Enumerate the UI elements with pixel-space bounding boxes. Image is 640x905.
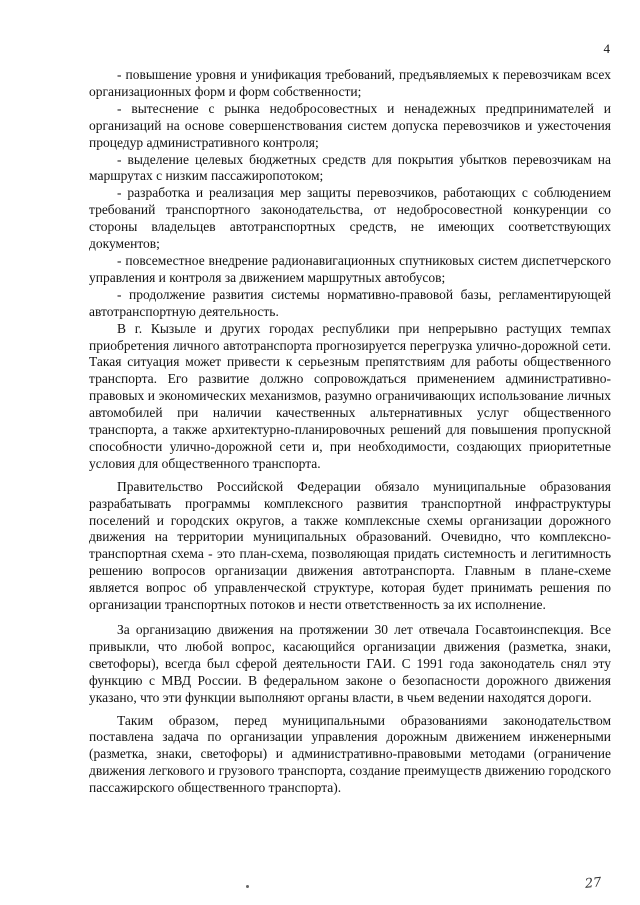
list-item: - продолжение развития системы нормативно-правовой базы, регламентирующей автотранспортную деятельность. [89, 286, 611, 319]
list-item: - вытеснение с рынка недобросовестных и ненадежных предпринимателей и организаций на основе совершенствования систем допуска перевозчиков и ужесточения процедур административного контроля; [89, 100, 611, 150]
handwritten-page-mark: 27 [584, 875, 603, 892]
page-number: 4 [603, 41, 610, 56]
body-paragraph: В г. Кызыле и других городах республики при непрерывно растущих темпах приобретения личного автотранспорта прогнозируется перегрузка улично-дорожной сети. Такая ситуация может привести к серьезным препятствиям для работы общественного транспорта. Его развитие должно сопровождаться применением административно-правовых и экономических механизмов, разумно ограничивающих использование личных автомобилей при наличии качественных альтернативных услуг общественного транспорта, а также архитектурно-планировочных решений для повышения пропускной способности улично-дорожной сети и, при необходимости, создающих приоритетные условия для общественного транспорта. [89, 320, 611, 471]
body-paragraph: За организацию движения на протяжении 30 лет отвечала Госавтоинспекция. Все привыкли, что любой вопрос, касающийся организации движения (разметка, знаки, светофоры), всегда был сферой деятельности ГАИ. С 1991 года законодатель снял эту функцию с МВД России. В федеральном законе о безопасности дорожного движения указано, что эти функции выполняют органы власти, в чьем ведении находятся дороги. [89, 622, 611, 705]
body-paragraph: Правительство Российской Федерации обязало муниципальные образования разрабатывать программы комплексного развития транспортной инфраструктуры поселений и городских округов, а также комплексные схемы организации дорожного движения на территории муниципальных образований. Очевидно, что комплексно-транспортная схема - это план-схема, позволяющая придать системность и легитимность решению вопросов организации движения автотранспорта. Главным в плане-схеме является вопрос об управленческой структуре, которая будет принимать решения по организации транспортных потоков и нести ответственность за их исполнение. [89, 478, 611, 613]
body-paragraph: Таким образом, перед муниципальными образованиями законодательством поставлена задача по организации управления дорожным движением инженерными (разметка, знаки, светофоры) и административно-правовыми методами (ограничение движения легкового и грузового транспорта, создание преимуществ движению городского пассажирского общественного транспорта). [89, 712, 611, 796]
list-item: - повышение уровня и унификация требований, предъявляемых к перевозчикам всех организационных форм и форм собственности; [89, 67, 611, 99]
scan-speck [246, 885, 249, 888]
document-body [89, 67, 611, 797]
list-item: - повсеместное внедрение радионавигационных спутниковых систем диспетчерского управления и контроля за движением маршрутных автобусов; [89, 252, 611, 285]
list-item: - разработка и реализация мер защиты перевозчиков, работающих с соблюдением требований транспортного законодательства, от недобросовестной конкуренции со стороны владельцев автотранспортных средств, не имеющих соответствующих документов; [89, 185, 611, 252]
list-item: - выделение целевых бюджетных средств для покрытия убытков перевозчикам на маршрутах с низким пассажиропотоком; [89, 151, 611, 184]
